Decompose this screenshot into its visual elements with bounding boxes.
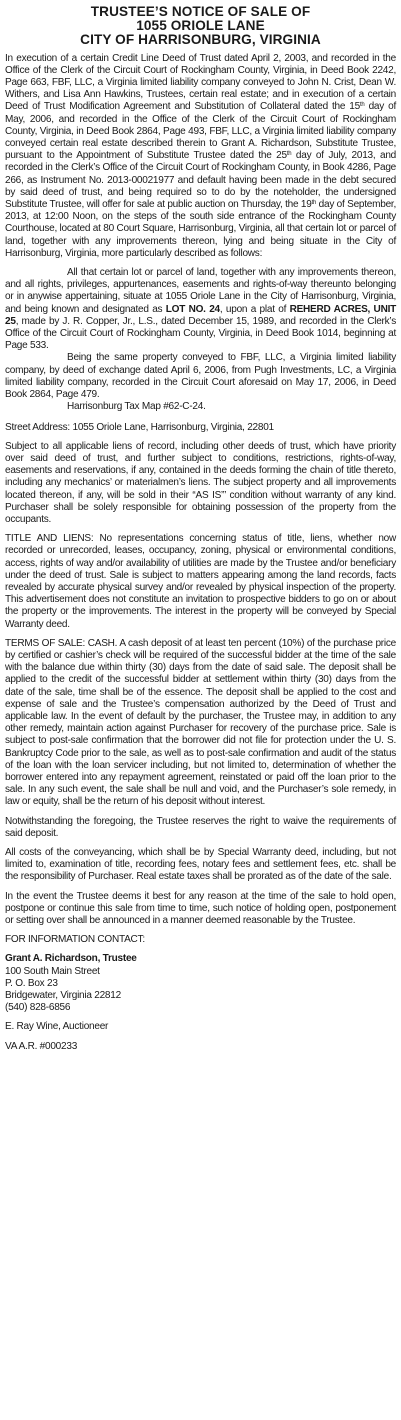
address-line-3: Bridgewater, Virginia 22812 [5,990,121,1002]
contact-block [5,934,396,1053]
address-line-2: P. O. Box 23 [5,977,58,989]
tax-map: Harrisonburg Tax Map #62-C-24. [67,401,206,413]
lot-number: LOT NO. 24 [165,303,220,315]
address-line-1: 100 South Main Street [5,965,100,977]
same-property-paragraph: Being the same property conveyed to FBF, LLC, a Virginia limited liability company, by deed of exchange dated April 6, 2006, from Pugh Investments, LC, a Virginia limited liability company, recorded in the Circuit Court aforesaid on May 17, 2006, in Deed Book 2864, Page 479. [5,352,396,401]
title-line-1: TRUSTEE’S NOTICE OF SALE OF [90,4,311,19]
phone-number: (540) 828-6856 [5,1002,71,1014]
deposit-waiver-paragraph: Notwithstanding the foregoing, the Trustee reserves the right to waive the requirements of said deposit. [5,815,396,839]
terms-of-sale-paragraph: TERMS OF SALE: CASH. A cash deposit of at least ten percent (10%) of the purchase price by certified or cashier’s check will be required of the successful bidder at the time of the sale with the balance due within thirty (30) days from the date of said sale. The deposit shall be applied to the credit of the successful bidder at settlement within thirty (30) days from the date of the sale, time shall be of the essence. The deposit shall be applied to the cost and expense of sale and the Trustee’s compensation authorized by the Deed of Trust and applicable law. In the event of default by the purchaser, the Trustee may, in addition to any other remedy, maintain action against Purchaser for recovery of the purchase price. Sale is subject to post-sale confirmation that the borrower did not file for protection under the U. S. Bankruptcy Code prior to the sale, as well as to post-sale confirmation and audit of the status of the loan with the loan servicer including, but not limited to, determination of whether the borrower entered into any repayment agreement, reinstated or paid off the loan prior to the sale. In any such event, the sale shall be null and void, and the Purchaser’s sole remedy, in law or equity, shall be the return of his deposit without interest. [5,637,396,808]
trustee-name: Grant A. Richardson, Trustee [5,953,137,965]
subdivision-name: REHERD ACRES, UNIT 25 [5,303,397,327]
title-and-liens-paragraph: TITLE AND LIENS: No representations concerning status of title, liens, whether now recorded or unrecorded, leases, occupancy, zoning, physical or environmental conditions, access, rights of way and/or availability of utilities are made by the Trustee and/or beneficiary under the deed of trust. Sale is subject to matters appearing among the land records, facts revealed by accurate physical survey and/or revealed by physical inspection of the property. This advertisement does not constitute an invitation to prospective bidders to go on or about the property or the improvements. The interest in the property will be conveyed by Special Warranty deed. [5,533,396,630]
title-line-2: 1055 ORIOLE LANE [136,18,265,34]
auctioneer-license: VA A.R. #000233 [5,1040,78,1052]
intro-paragraph: In execution of a certain Credit Line Deed of Trust dated April 2, 2003, and recorded in the Office of the Clerk of the Circuit Court of Rockingham County, Virginia, in Deed Book 2242, Page 663, FBF, LLC, a Virginia limited liability company conveyed to John N. Crist, Dean W. Withers, and Lisa Ann Hawkins, Trustees, certain real estate; and in execution of a certain Deed of Trust Modification Agreement and Substitution of Collateral dated the 15th day of May, 2006, and recorded in the Office of the Clerk of the Circuit Court of Rockingham County, Virginia, in Deed Book 2864, Page 493, FBF, LLC, a Virginia limited liability company conveyed certain real estate described therein to Grant A. Richardson, Substitute Trustee, pursuant to the Appointment of Substitute Trustee dated the 25th day of July, 2013, and recorded in the Clerk’s Office of the Circuit Court of Rockingham County, in Book 4286, Page 266, as Instrument No. 2013-00021977 and default having been made in the debt secured by said deed of trust, and being required so to do by the noteholder, the undersigned Substitute Trustee, will offer for sale at public auction on Thursday, the 19th day of September, 2013, at 12:00 Noon, on the steps of the south side entrance of the Rockingham County Courthouse, located at 80 Court Square, Harrisonburg, Virginia, all that certain lot or parcel of land, together with any improvements thereon, lying and being situate in the City of Harrisonburg, Virginia, more particularly described as follows: [5,52,397,259]
conveyancing-costs-paragraph: All costs of the conveyancing, which shall be by Special Warranty deed, including, but not limited to, examination of title, recording fees, notary fees and settlement fees, etc. shall be the responsibility of Purchaser. Real estate taxes shall be prorated as of the date of the sale. [5,847,396,883]
subject-to-paragraph: Subject to all applicable liens of record, including other deeds of trust, which have priority over said deed of trust, and further subject to conditions, restrictions, rights-of-way, easements and reservations, if any, contained in the deeds forming the chain of title thereto, including any mechanics’ or materialmen’s liens. The subject property and all improvements located thereon, if any, will be sold in their “AS IS”’ condition without warranty of any kind. Purchaser shall be solely responsible for obtaining possession of the property from the occupants. [5,440,396,525]
postponement-paragraph: In the event the Trustee deems it best for any reason at the time of the sale to hold open, postpone or continue this sale from time to time, such notice of holding open, postponement or setting over shall be announced in a manner deemed reasonable by the Trustee. [5,890,396,927]
street-address: Street Address: 1055 Oriole Lane, Harrisonburg, Virginia, 22801 [5,421,274,433]
notice-title [5,5,396,48]
title-line-3: CITY OF HARRISONBURG, VIRGINIA [80,32,321,48]
contact-heading: FOR INFORMATION CONTACT: [5,934,145,946]
auctioneer-name: E. Ray Wine, Auctioneer [5,1021,109,1033]
legal-description: All that certain lot or parcel of land, together with any improvements thereon, and all rights, privileges, appurtenances, easements and rights-of-way thereunto belonging or in anywise appertaining, situate at 1055 Oriole Lane in the City of Harrisonburg, Virginia, and being known and designated as LOT NO. 24, upon a plat of REHERD ACRES, UNIT 25, made by J. R. Copper, Jr., L.S., dated December 15, 1989, and recorded in the Clerk’s Office of the Circuit Court of Rockingham County, Virginia, in Deed Book 1014, beginning at Page 533. [5,267,397,352]
